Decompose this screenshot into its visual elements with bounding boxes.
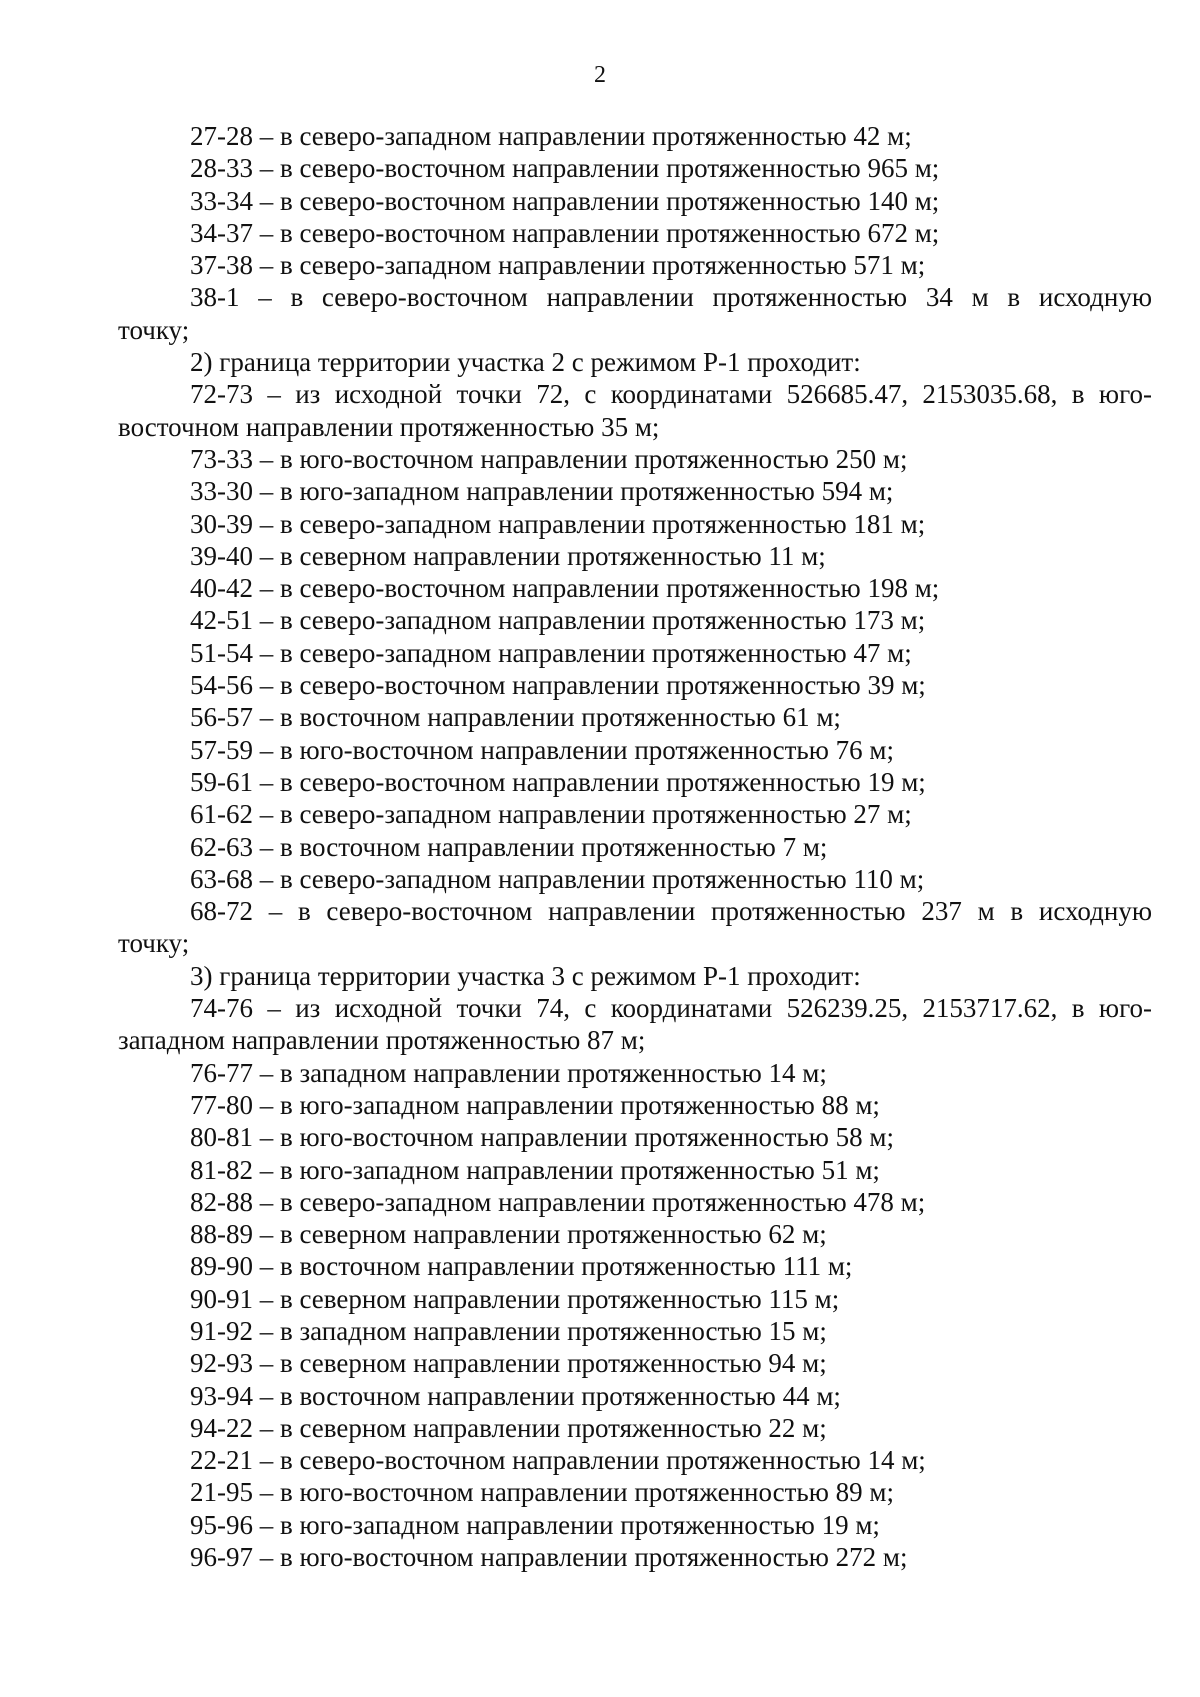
text-line: 2) граница территории участка 2 с режимом Р-1 проходит: xyxy=(190,347,861,378)
text-line: 63-68 – в северо-западном направлении протяженностью 110 м; xyxy=(190,863,925,894)
text-line: 33-30 – в юго-западном направлении протяженностью 594 м; xyxy=(190,476,894,507)
text-line: 61-62 – в северо-западном направлении протяженностью 27 м; xyxy=(190,799,912,830)
text-line: 95-96 – в юго-западном направлении протяженностью 19 м; xyxy=(190,1509,880,1540)
text-line: 74-76 – из исходной точки 74, с координатами 526239.25, 2153717.62, в юго- xyxy=(190,993,1152,1024)
text-line: 91-92 – в западном направлении протяженностью 15 м; xyxy=(190,1315,827,1346)
text-line: 40-42 – в северо-восточном направлении протяженностью 198 м; xyxy=(190,573,940,604)
text-line: 27-28 – в северо-западном направлении протяженностью 42 м; xyxy=(190,121,912,151)
text-line: 21-95 – в юго-восточном направлении протяженностью 89 м; xyxy=(190,1477,894,1508)
text-line: 77-80 – в юго-западном направлении протяженностью 88 м; xyxy=(190,1089,880,1120)
text-line: 22-21 – в северо-восточном направлении протяженностью 14 м; xyxy=(190,1445,926,1476)
text-line: 89-90 – в восточном направлении протяженностью 111 м; xyxy=(190,1251,853,1282)
text-line: 3) граница территории участка 3 с режимом Р-1 проходит: xyxy=(190,960,861,991)
text-line: 54-56 – в северо-восточном направлении протяженностью 39 м; xyxy=(190,670,926,701)
text-line: 93-94 – в восточном направлении протяженностью 44 м; xyxy=(190,1380,841,1411)
text-line-continuation: точку; xyxy=(118,314,190,345)
text-line: 57-59 – в юго-восточном направлении протяженностью 76 м; xyxy=(190,734,894,765)
text-line: 38-1 – в северо-восточном направлении протяженностью 34 м в исходную xyxy=(190,282,1152,313)
text-line: 76-77 – в западном направлении протяженностью 14 м; xyxy=(190,1057,827,1088)
text-line: 30-39 – в северо-западном направлении протяженностью 181 м; xyxy=(190,508,926,539)
text-line: 94-22 – в северном направлении протяженностью 22 м; xyxy=(190,1412,827,1443)
text-line: 62-63 – в восточном направлении протяженностью 7 м; xyxy=(190,831,828,862)
text-line-continuation: точку; xyxy=(118,928,190,959)
text-line: 34-37 – в северо-восточном направлении протяженностью 672 м; xyxy=(190,217,940,248)
text-line: 80-81 – в юго-восточном направлении протяженностью 58 м; xyxy=(190,1122,894,1153)
text-line: 42-51 – в северо-западном направлении протяженностью 173 м; xyxy=(190,605,926,636)
text-line: 72-73 – из исходной точки 72, с координатами 526685.47, 2153035.68, в юго- xyxy=(190,379,1152,410)
text-line: 82-88 – в северо-западном направлении протяженностью 478 м; xyxy=(190,1186,926,1217)
text-line-continuation: западном направлении протяженностью 87 м; xyxy=(118,1025,646,1056)
text-line: 88-89 – в северном направлении протяженностью 62 м; xyxy=(190,1219,827,1250)
text-line: 33-34 – в северо-восточном направлении протяженностью 140 м; xyxy=(190,185,940,216)
text-line: 92-93 – в северном направлении протяженностью 94 м; xyxy=(190,1348,827,1379)
text-line: 51-54 – в северо-западном направлении протяженностью 47 м; xyxy=(190,637,912,668)
document-body xyxy=(118,120,1152,1573)
text-line: 28-33 – в северо-восточном направлении протяженностью 965 м; xyxy=(190,153,940,184)
page-number: 2 xyxy=(594,62,606,88)
text-line: 59-61 – в северо-восточном направлении протяженностью 19 м; xyxy=(190,766,926,797)
text-line-continuation: восточном направлении протяженностью 35 м; xyxy=(118,411,660,442)
text-line: 73-33 – в юго-восточном направлении протяженностью 250 м; xyxy=(190,443,908,474)
text-line: 37-38 – в северо-западном направлении протяженностью 571 м; xyxy=(190,250,926,281)
text-line: 96-97 – в юго-восточном направлении протяженностью 272 м; xyxy=(190,1542,908,1573)
text-line: 39-40 – в северном направлении протяженностью 11 м; xyxy=(190,540,826,571)
text-line: 68-72 – в северо-восточном направлении протяженностью 237 м в исходную xyxy=(190,896,1152,927)
text-line: 81-82 – в юго-западном направлении протяженностью 51 м; xyxy=(190,1154,880,1185)
text-line: 56-57 – в восточном направлении протяженностью 61 м; xyxy=(190,702,841,733)
text-line: 90-91 – в северном направлении протяженностью 115 м; xyxy=(190,1283,840,1314)
